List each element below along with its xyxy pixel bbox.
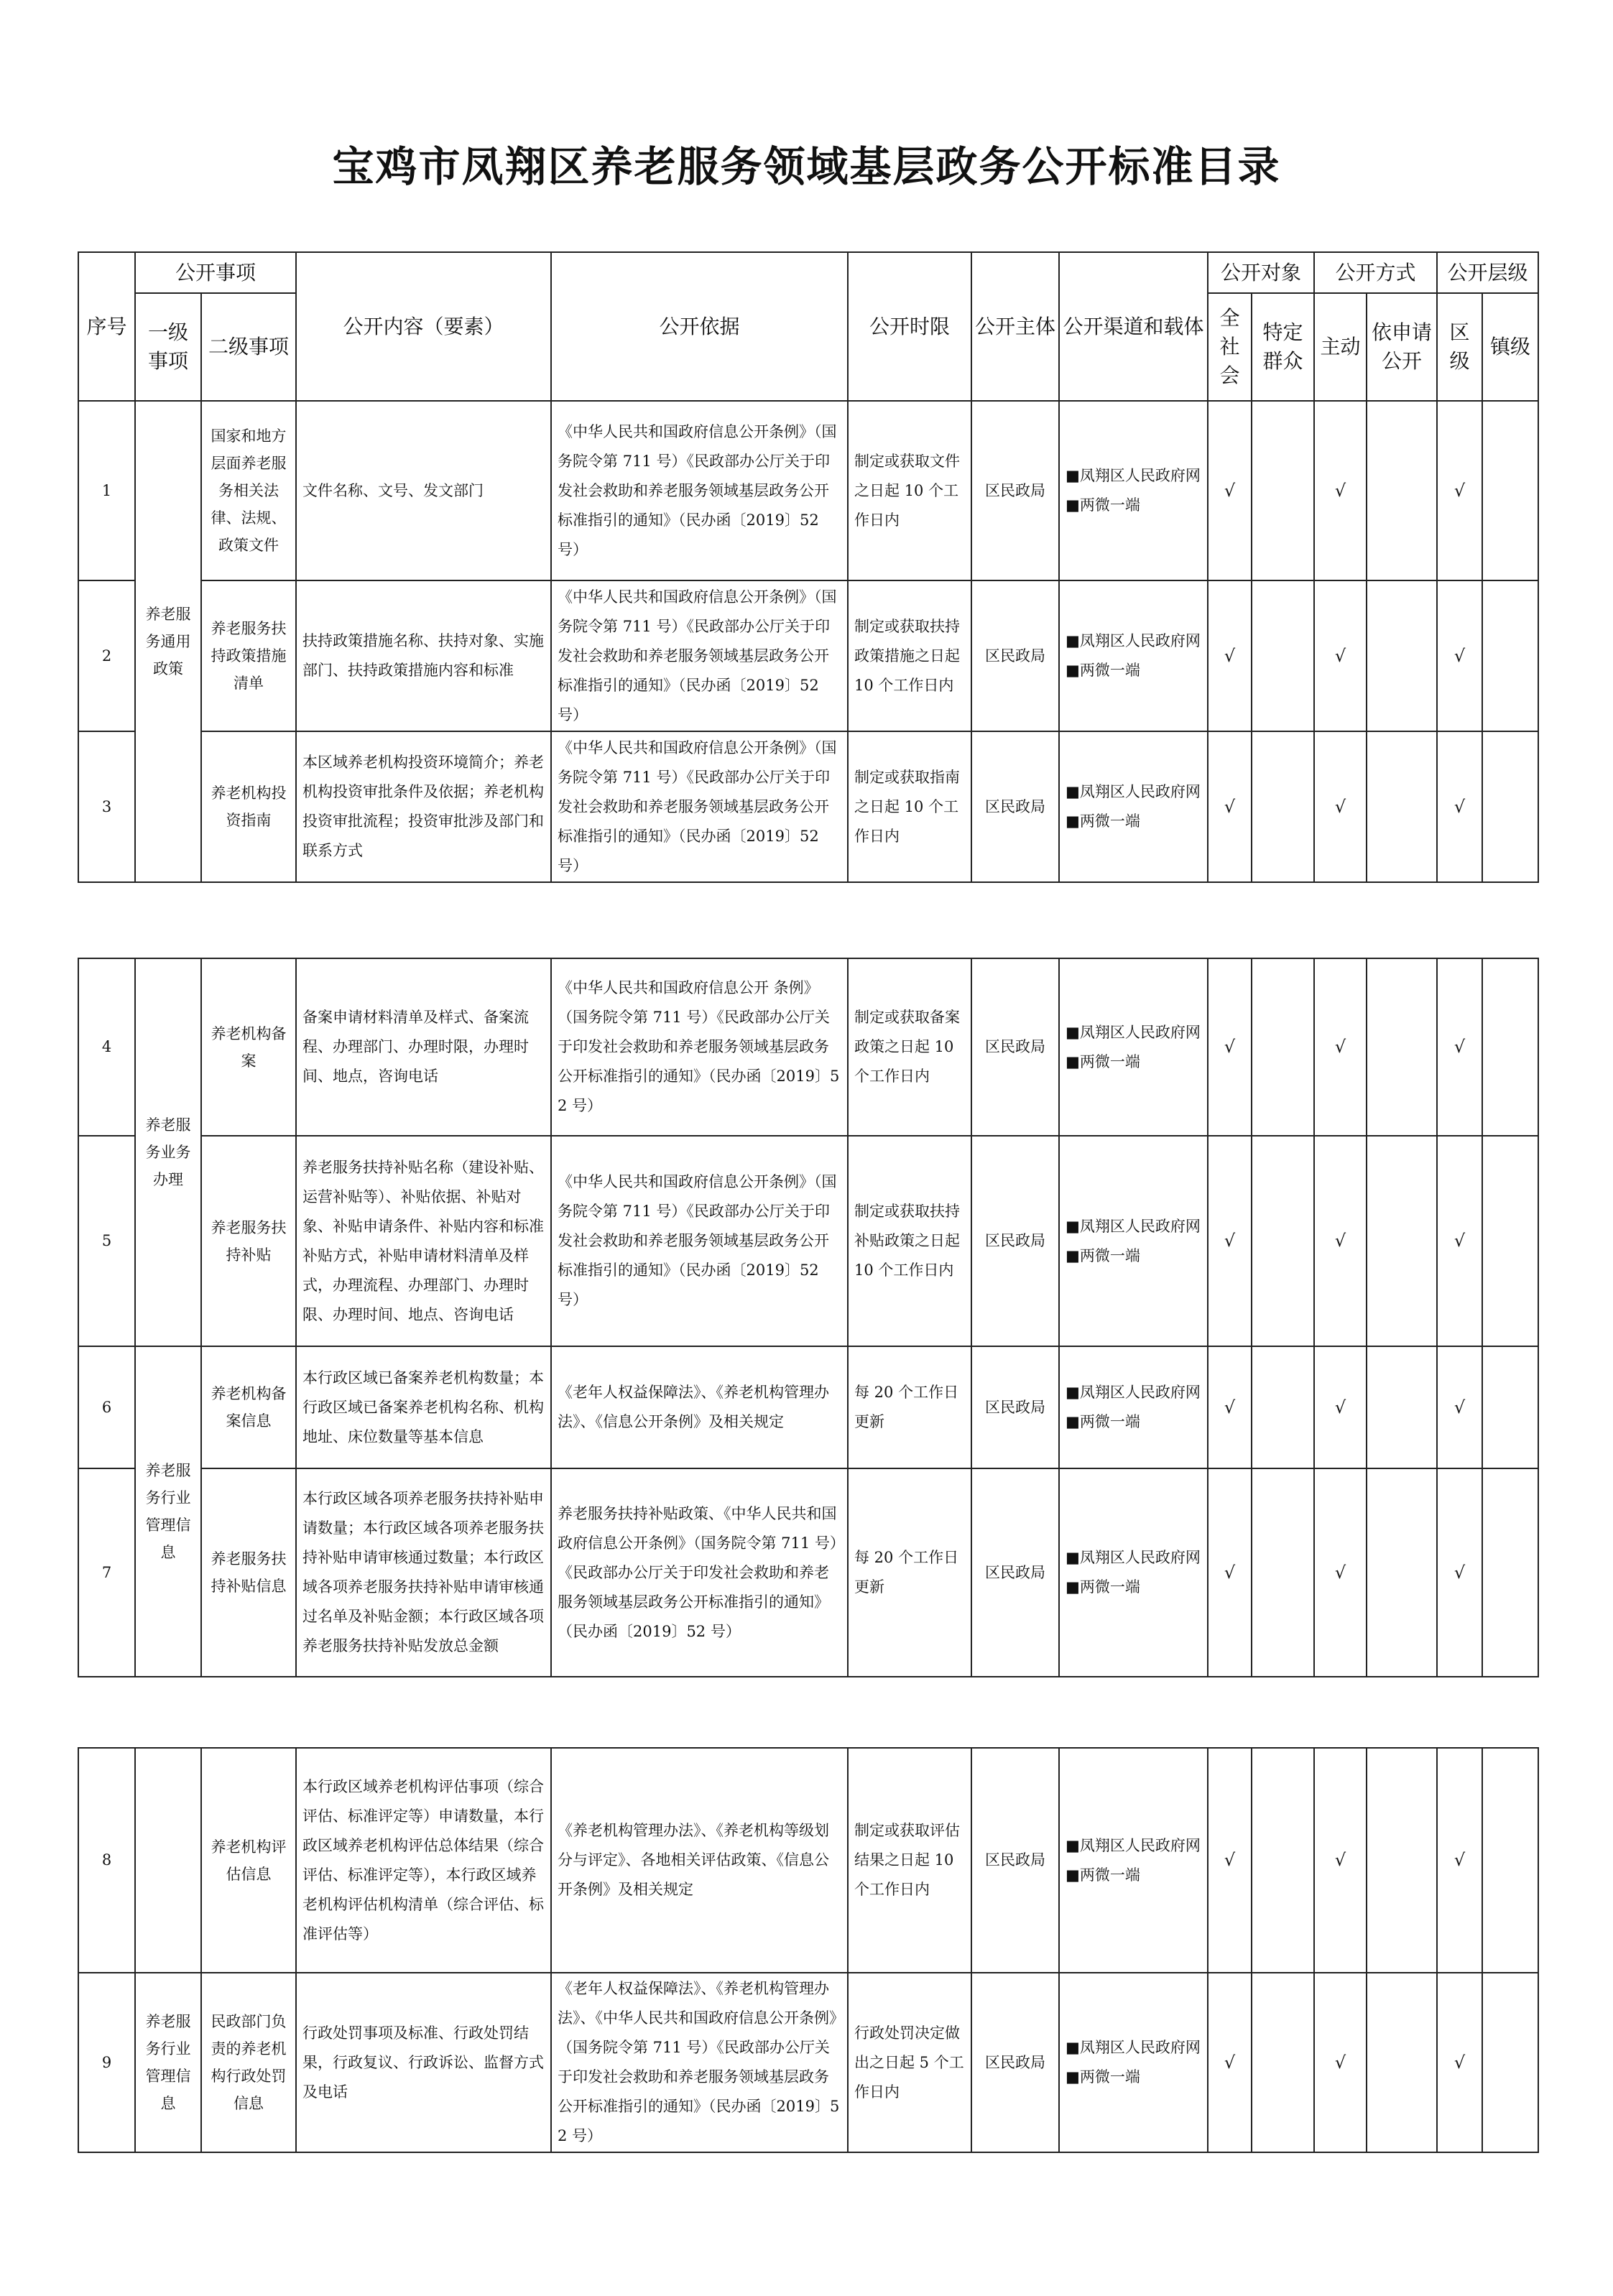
check-method-active: √ [1314, 1136, 1367, 1346]
check-method-active: √ [1314, 1748, 1367, 1973]
check-target-all: √ [1208, 1748, 1252, 1973]
row-channel [1059, 1468, 1208, 1677]
empty-cell [1252, 731, 1314, 882]
row-seq: 6 [78, 1346, 135, 1468]
check-method-active: √ [1314, 1973, 1367, 2152]
group-label: 养老服务行业管理信息 [135, 1973, 201, 2152]
table-row [78, 401, 1538, 580]
row-time-limit: 每 20 个工作日更新 [848, 1346, 971, 1468]
row-seq: 1 [78, 401, 135, 580]
row-subject: 区民政局 [971, 1973, 1059, 2152]
row-seq: 5 [78, 1136, 135, 1346]
row-content: 养老服务扶持补贴名称（建设补贴、运营补贴等）、补贴依据、补贴对象、补贴申请条件、补贴内容和标准补贴方式，补贴申请材料清单及样式，办理流程、办理部门、办理时限、办理时间、地点、咨询电话 [296, 1136, 551, 1346]
check-level-district: √ [1437, 1346, 1482, 1468]
row-channel [1059, 580, 1208, 731]
header-method: 公开方式 [1314, 252, 1437, 293]
check-method-active: √ [1314, 1346, 1367, 1468]
header-level1: 一级事项 [135, 293, 201, 401]
row-basis: 《中华人民共和国政府信息公开条例》（国务院令第 711 号）《民政部办公厅关于印发社会救助和养老服务领域基层政务公开标准指引的通知》（民办函〔2019〕52 号） [551, 401, 848, 580]
row-level2: 养老服务扶持政策措施清单 [201, 580, 296, 731]
row-basis: 《中华人民共和国政府信息公开条例》（国务院令第 711 号）《民政部办公厅关于印发社会救助和养老服务领域基层政务公开标准指引的通知》（民办函〔2019〕52 号） [551, 731, 848, 882]
catalog-table-1 [78, 251, 1539, 883]
header-target-specific: 特定群众 [1252, 293, 1314, 401]
group-label: 养老服务业务办理 [135, 958, 201, 1346]
empty-cell [1482, 1973, 1538, 2152]
row-level2: 养老机构备案 [201, 958, 296, 1136]
channel-item: ■凤翔区人民政府网 [1066, 1023, 1201, 1041]
header-target: 公开对象 [1208, 252, 1314, 293]
row-subject: 区民政局 [971, 958, 1059, 1136]
row-basis: 《中华人民共和国政府信息公开条例》（国务院令第 711 号）《民政部办公厅关于印发社会救助和养老服务领域基层政务公开标准指引的通知》（民办函〔2019〕52 号） [551, 580, 848, 731]
check-target-all: √ [1208, 1136, 1252, 1346]
channel-item: ■凤翔区人民政府网 [1066, 1384, 1201, 1401]
row-level2: 民政部门负责的养老机构行政处罚信息 [201, 1973, 296, 2152]
empty-cell [1252, 1973, 1314, 2152]
row-time-limit: 制定或获取扶持政策措施之日起 10 个工作日内 [848, 580, 971, 731]
row-channel [1059, 731, 1208, 882]
channel-item: ■凤翔区人民政府网 [1066, 467, 1201, 484]
row-subject: 区民政局 [971, 1748, 1059, 1973]
empty-cell [1252, 1346, 1314, 1468]
channel-item: ■两微一端 [1066, 1866, 1140, 1884]
header-level-district: 区级 [1437, 293, 1482, 401]
check-target-all: √ [1208, 1468, 1252, 1677]
row-content: 本行政区域已备案养老机构数量；本行政区域已备案养老机构名称、机构地址、床位数量等基本信息 [296, 1346, 551, 1468]
empty-cell [1367, 731, 1437, 882]
row-level2: 养老机构评估信息 [201, 1748, 296, 1973]
empty-cell [1482, 580, 1538, 731]
row-seq: 7 [78, 1468, 135, 1677]
row-content: 本区域养老机构投资环境简介；养老机构投资审批条件及依据；养老机构投资审批流程；投资审批涉及部门和联系方式 [296, 731, 551, 882]
channel-item: ■两微一端 [1066, 1246, 1140, 1264]
check-method-active: √ [1314, 958, 1367, 1136]
check-level-district: √ [1437, 958, 1482, 1136]
channel-item: ■两微一端 [1066, 1052, 1140, 1070]
channel-item: ■凤翔区人民政府网 [1066, 2039, 1201, 2056]
row-seq: 9 [78, 1973, 135, 2152]
row-channel [1059, 1973, 1208, 2152]
check-level-district: √ [1437, 1468, 1482, 1677]
check-method-active: √ [1314, 731, 1367, 882]
check-target-all: √ [1208, 1973, 1252, 2152]
empty-cell [1482, 958, 1538, 1136]
header-method-active: 主动 [1314, 293, 1367, 401]
group-label-empty [135, 1748, 201, 1973]
empty-cell [1482, 1346, 1538, 1468]
row-content: 行政处罚事项及标准、行政处罚结果，行政复议、行政诉讼、监督方式及电话 [296, 1973, 551, 2152]
channel-item: ■凤翔区人民政府网 [1066, 1836, 1201, 1854]
channel-item: ■凤翔区人民政府网 [1066, 1549, 1201, 1566]
empty-cell [1367, 1973, 1437, 2152]
row-time-limit: 制定或获取评估结果之日起 10 个工作日内 [848, 1748, 971, 1973]
channel-item: ■凤翔区人民政府网 [1066, 783, 1201, 800]
empty-cell [1367, 1468, 1437, 1677]
row-content: 本行政区域各项养老服务扶持补贴申请数量；本行政区域各项养老服务扶持补贴申请审核通过数量；本行政区域各项养老服务扶持补贴申请审核通过名单及补贴金额；本行政区域各项养老服务扶持补贴发放总金额 [296, 1468, 551, 1677]
row-time-limit: 制定或获取备案政策之日起 10 个工作日内 [848, 958, 971, 1136]
group-label: 养老服务行业管理信息 [135, 1346, 201, 1677]
row-seq: 4 [78, 958, 135, 1136]
row-content: 扶持政策措施名称、扶持对象、实施部门、扶持政策措施内容和标准 [296, 580, 551, 731]
row-seq: 2 [78, 580, 135, 731]
header-method-request: 依申请公开 [1367, 293, 1437, 401]
header-level-town: 镇级 [1482, 293, 1538, 401]
empty-cell [1482, 1468, 1538, 1677]
empty-cell [1367, 401, 1437, 580]
check-level-district: √ [1437, 1748, 1482, 1973]
row-seq: 8 [78, 1748, 135, 1973]
header-target-all: 全社会 [1208, 293, 1252, 401]
row-channel [1059, 1346, 1208, 1468]
table-row [78, 1136, 1538, 1346]
row-basis: 《中华人民共和国政府信息公开条例》（国务院令第 711 号）《民政部办公厅关于印发社会救助和养老服务领域基层政务公开标准指引的通知》（民办函〔2019〕52 号） [551, 1136, 848, 1346]
row-level2: 养老服务扶持补贴 [201, 1136, 296, 1346]
row-content: 备案申请材料清单及样式、备案流程、办理部门、办理时限，办理时间、地点，咨询电话 [296, 958, 551, 1136]
row-level2: 养老机构备案信息 [201, 1346, 296, 1468]
channel-item: ■两微一端 [1066, 2068, 1140, 2086]
row-seq: 3 [78, 731, 135, 882]
check-method-active: √ [1314, 401, 1367, 580]
empty-cell [1367, 1136, 1437, 1346]
row-subject: 区民政局 [971, 401, 1059, 580]
row-subject: 区民政局 [971, 1346, 1059, 1468]
catalog-table-2 [78, 958, 1539, 1677]
check-target-all: √ [1208, 1346, 1252, 1468]
header-seq: 序号 [78, 252, 135, 401]
empty-cell [1252, 401, 1314, 580]
empty-cell [1482, 731, 1538, 882]
check-target-all: √ [1208, 401, 1252, 580]
row-time-limit: 每 20 个工作日更新 [848, 1468, 971, 1677]
channel-item: ■凤翔区人民政府网 [1066, 1217, 1201, 1235]
row-time-limit: 行政处罚决定做出之日起 5 个工作日内 [848, 1973, 971, 2152]
empty-cell [1482, 1748, 1538, 1973]
check-level-district: √ [1437, 580, 1482, 731]
empty-cell [1367, 1346, 1437, 1468]
row-time-limit: 制定或获取扶持补贴政策之日起 10 个工作日内 [848, 1136, 971, 1346]
row-subject: 区民政局 [971, 580, 1059, 731]
check-target-all: √ [1208, 958, 1252, 1136]
row-time-limit: 制定或获取指南之日起 10 个工作日内 [848, 731, 971, 882]
channel-item: ■两微一端 [1066, 1578, 1140, 1596]
check-level-district: √ [1437, 401, 1482, 580]
check-target-all: √ [1208, 580, 1252, 731]
empty-cell [1252, 1748, 1314, 1973]
row-content: 文件名称、文号、发文部门 [296, 401, 551, 580]
header-time-limit: 公开时限 [848, 252, 971, 401]
empty-cell [1252, 580, 1314, 731]
table-row [78, 1346, 1538, 1468]
header-channel: 公开渠道和载体 [1059, 252, 1208, 401]
page-title: 宝鸡市凤翔区养老服务领域基层政务公开标准目录 [332, 142, 1281, 191]
row-basis: 《老年人权益保障法》、《养老机构管理办法》、《信息公开条例》及相关规定 [551, 1346, 848, 1468]
empty-cell [1482, 401, 1538, 580]
row-channel [1059, 1136, 1208, 1346]
channel-item: ■两微一端 [1066, 662, 1140, 679]
header-subject: 公开主体 [971, 252, 1059, 401]
row-subject: 区民政局 [971, 731, 1059, 882]
channel-item: ■两微一端 [1066, 496, 1140, 514]
check-method-active: √ [1314, 1468, 1367, 1677]
row-basis: 养老服务扶持补贴政策、《中华人民共和国政府信息公开条例》（国务院令第 711 号）《民政部办公厅关于印发社会救助和养老服务领域基层政务公开标准指引的通知》（民办函〔2019〕52 号） [551, 1468, 848, 1677]
row-time-limit: 制定或获取文件之日起 10 个工作日内 [848, 401, 971, 580]
row-basis: 《养老机构管理办法》、《养老机构等级划分与评定》、各地相关评估政策、《信息公开条例》及相关规定 [551, 1748, 848, 1973]
row-channel [1059, 401, 1208, 580]
channel-item: ■两微一端 [1066, 1413, 1140, 1430]
row-level2: 国家和地方层面养老服务相关法律、法规、政策文件 [201, 401, 296, 580]
table-row [78, 1748, 1538, 1973]
header-basis: 公开依据 [551, 252, 848, 401]
header-level2: 二级事项 [201, 293, 296, 401]
table-row [78, 731, 1538, 882]
table-row [78, 580, 1538, 731]
catalog-table-3 [78, 1747, 1539, 2153]
check-target-all: √ [1208, 731, 1252, 882]
row-basis: 《老年人权益保障法》、《养老机构管理办法》、《中华人民共和国政府信息公开条例》（国务院令第 711 号）《民政部办公厅关于印发社会救助和养老服务领域基层政务公开标准指引的通知》（民办函〔2019〕52 号） [551, 1973, 848, 2152]
row-channel [1059, 1748, 1208, 1973]
check-level-district: √ [1437, 1136, 1482, 1346]
empty-cell [1252, 1136, 1314, 1346]
empty-cell [1482, 1136, 1538, 1346]
check-method-active: √ [1314, 580, 1367, 731]
channel-item: ■两微一端 [1066, 813, 1140, 830]
check-level-district: √ [1437, 1973, 1482, 2152]
row-channel [1059, 958, 1208, 1136]
empty-cell [1252, 958, 1314, 1136]
group-label: 养老服务通用政策 [135, 401, 201, 882]
row-level2: 养老机构投资指南 [201, 731, 296, 882]
table-row [78, 958, 1538, 1136]
header-items: 公开事项 [135, 252, 296, 293]
row-subject: 区民政局 [971, 1468, 1059, 1677]
empty-cell [1367, 580, 1437, 731]
empty-cell [1367, 1748, 1437, 1973]
empty-cell [1367, 958, 1437, 1136]
row-basis: 《中华人民共和国政府信息公开 条例》（国务院令第 711 号）《民政部办公厅关于印发社会救助和养老服务领域基层政务公开标准指引的通知》（民办函〔2019〕52 号） [551, 958, 848, 1136]
table-row [78, 1973, 1538, 2152]
row-content: 本行政区域养老机构评估事项（综合评估、标准评定等）申请数量，本行政区域养老机构评估总体结果（综合评估、标准评定等），本行政区域养老机构评估机构清单（综合评估、标准评估等） [296, 1748, 551, 1973]
row-level2: 养老服务扶持补贴信息 [201, 1468, 296, 1677]
header-level: 公开层级 [1437, 252, 1538, 293]
table-row [78, 1468, 1538, 1677]
row-subject: 区民政局 [971, 1136, 1059, 1346]
channel-item: ■凤翔区人民政府网 [1066, 632, 1201, 649]
header-content: 公开内容（要素） [296, 252, 551, 401]
check-level-district: √ [1437, 731, 1482, 882]
empty-cell [1252, 1468, 1314, 1677]
